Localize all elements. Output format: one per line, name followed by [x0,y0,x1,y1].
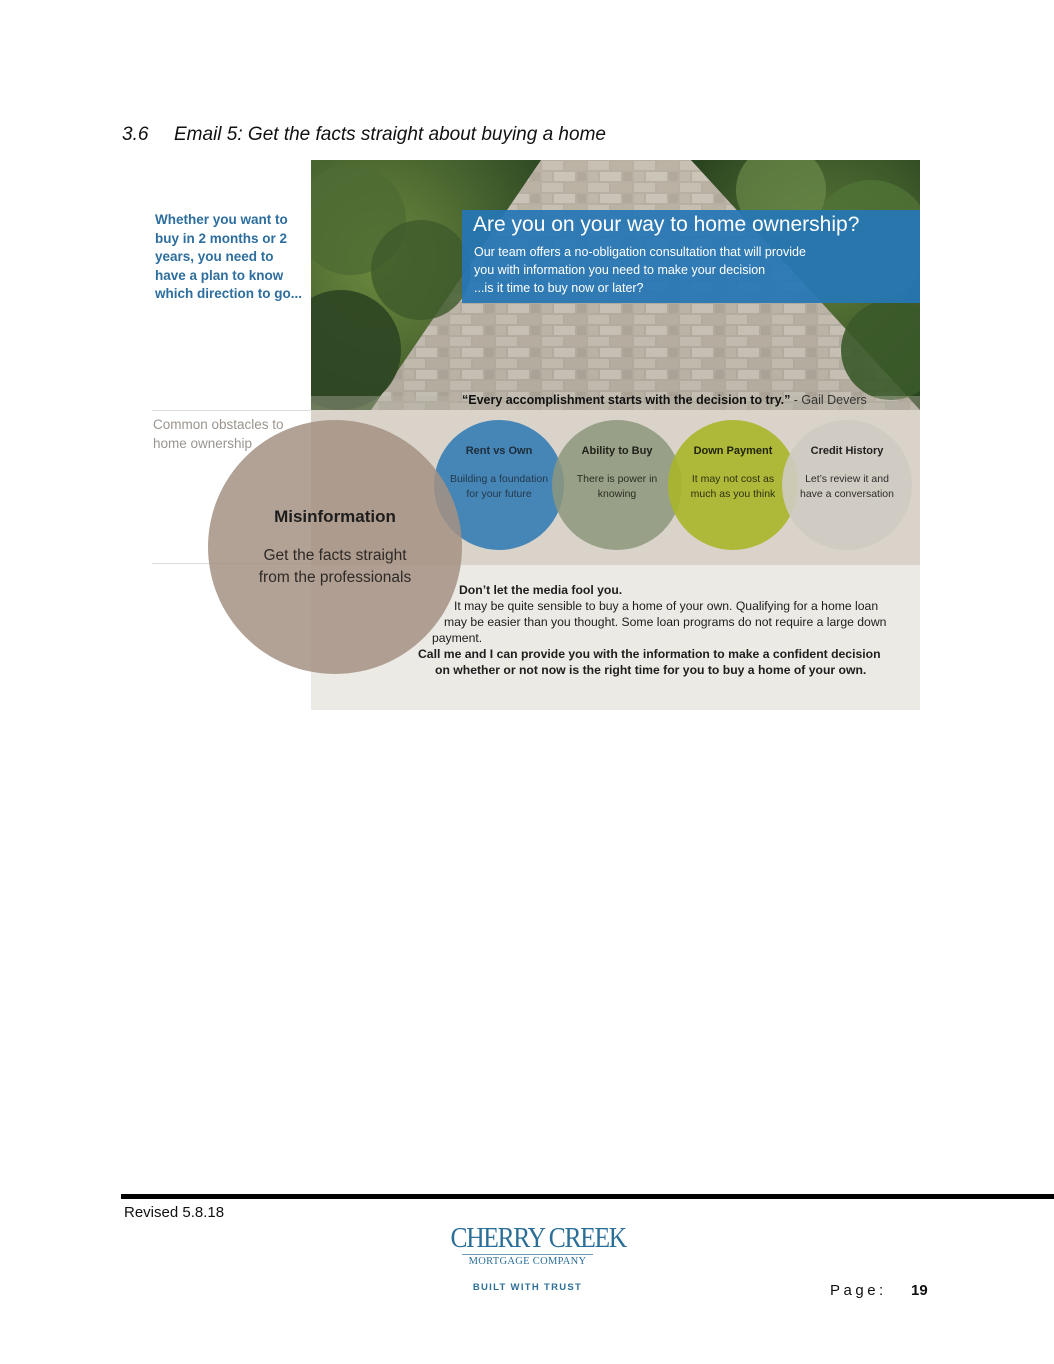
call-to-action: on whether or not now is the right time for you to buy a home of your own. [435,663,867,677]
consultation-banner [462,210,920,303]
revision-date: Revised 5.8.18 [124,1204,225,1221]
banner-line: ...is it time to buy now or later? [474,281,644,295]
body-copy [418,582,910,678]
footer-rule [121,1194,1054,1199]
circle-title: Rent vs Own [465,445,533,457]
body-line: payment. [432,631,483,645]
banner-title: Are you on your way to home ownership? [473,213,860,236]
banner-line: Our team offers a no-obligation consultation that will provide [474,245,806,259]
circle-subtitle: It may not cost as much as you think [690,473,776,500]
circle-subtitle: Let’s review it and have a conversation [800,473,894,500]
obstacles-label: Common obstacles to home ownership [153,417,284,451]
logo-tagline: BUILT WITH TRUST [472,1282,583,1293]
body-heading: Don’t let the media fool you. [459,583,623,597]
banner-line: you with information you need to make your decision [474,263,766,277]
body-line: It may be quite sensible to buy a home of your own. Qualifying for a home loan [454,599,879,613]
subtitle-line: Get the facts straight [263,547,407,564]
call-to-action: Call me and I can provide you with the information to make a confident decision [418,647,881,661]
circle-title: Ability to Buy [581,445,653,457]
circle-subtitle: Building a foundation for your future [449,473,549,500]
logo-subname: MORTGAGE COMPANY [462,1254,593,1267]
section-title: Email 5: Get the facts straight about buying a home [174,124,606,145]
section-number: 3.6 [122,124,149,145]
circle-subtitle: There is power in knowing [576,473,658,500]
misinformation-title: Misinformation [274,507,396,526]
logo-name: CHERRY CREEK [450,1222,626,1254]
circle-title: Down Payment [693,445,773,457]
section-heading [122,124,606,146]
subtitle-line: from the professionals [258,569,412,586]
banner-text [474,243,914,297]
page-label: Page: [830,1282,887,1299]
page-number: 19 [911,1282,928,1299]
circle-title: Credit History [810,445,884,457]
quote [462,393,867,407]
body-line: may be easier than you thought. Some loan programs do not require a large down [444,615,887,629]
quote-author: - Gail Devers [790,393,867,407]
plan-intro-text: Whether you want to buy in 2 months or 2 years, you need to have a plan to know which direction to go... [155,212,302,302]
quote-text: “Every accomplishment starts with the decision to try.” [462,393,791,407]
misinformation-subtitle [208,545,462,589]
divider [152,410,312,411]
company-logo [440,1222,626,1293]
